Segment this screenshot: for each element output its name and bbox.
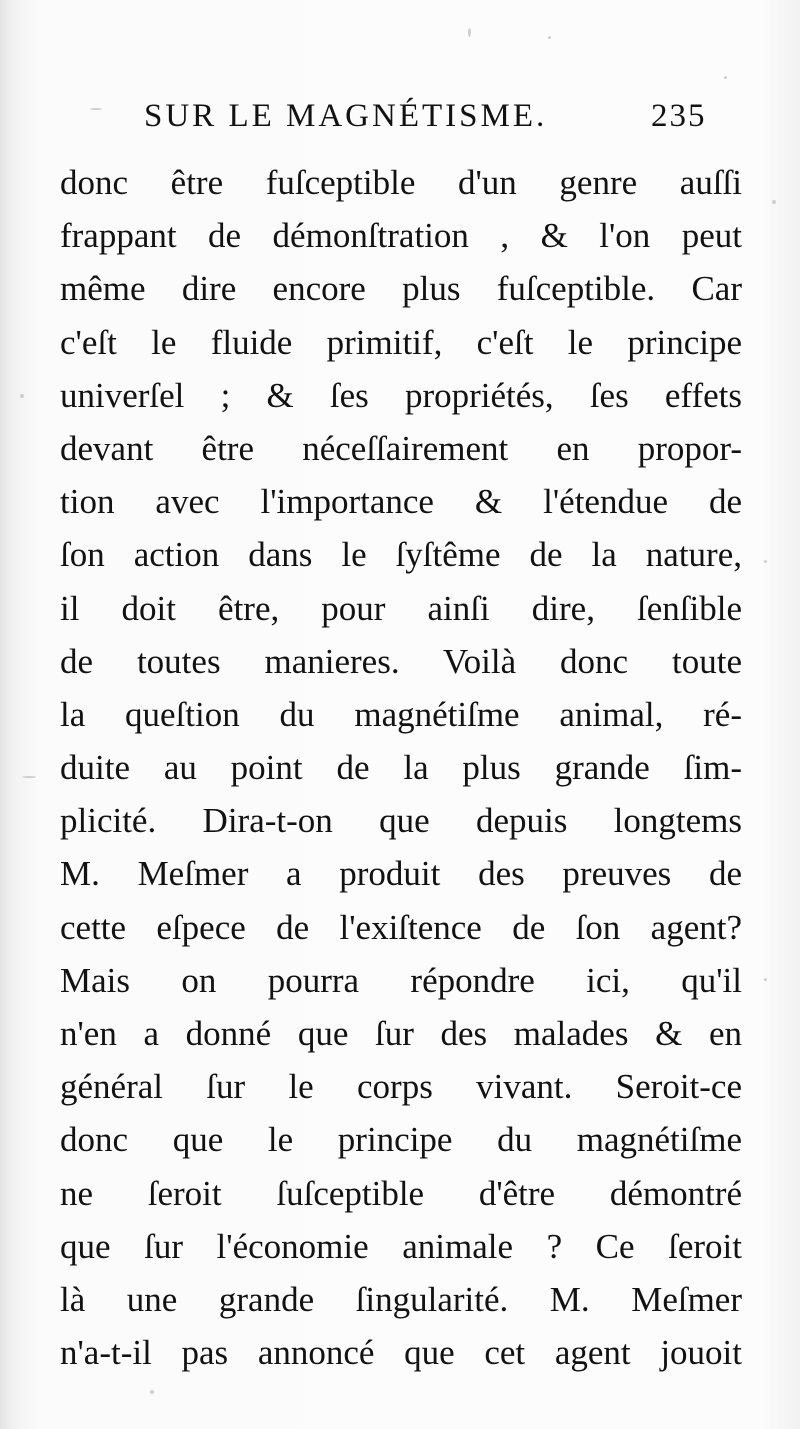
text-line: la queſtion du magnétiſme animal, ré- [60,694,742,734]
paper-speck [764,560,767,563]
text-line: même dire encore plus fuſceptible. Car [60,269,742,309]
text-line: tion avec l'importance & l'étendue de [60,482,742,522]
text-line: il doit être, pour ainſi dire, ſenſible [60,588,742,628]
text-line: univerſel ; & ſes propriétés, ſes effets [60,375,742,415]
text-line: que ſur l'économie animale ? Ce ſeroit [60,1226,742,1266]
paper-speck [90,108,102,110]
paper-speck [548,36,551,39]
paper-speck [764,978,767,981]
text-line: Mais on pourra répondre ici, qu'il [60,960,742,1000]
paper-speck [468,28,471,37]
text-line: c'eſt le fluide primitif, c'eſt le principe [60,322,742,362]
paper-speck [20,394,24,398]
running-title: SUR LE MAGNÉTISME. [144,98,548,134]
paper-speck [724,76,727,79]
text-line: donc être fuſceptible d'un genre auſſi [60,163,742,202]
page-header [144,92,764,148]
text-line: général ſur le corps vivant. Seroit-ce [60,1067,742,1107]
paper-speck [772,200,776,204]
text-line: donc que le principe du magnétiſme [60,1120,742,1160]
text-line: ne ſeroit ſuſceptible d'être démontré [60,1173,742,1213]
text-line: n'en a donné que ſur des malades & en [60,1014,742,1053]
text-line: ſon action dans le ſyſtême de la nature, [60,535,742,575]
body-text [60,156,742,1379]
text-line: devant être néceſſairement en propor- [60,428,742,468]
text-line: duite au point de la plus grande ſim- [60,748,742,788]
text-line: plicité. Dira-t-on que depuis longtems [60,801,742,841]
text-line: cette eſpece de l'exiſtence de ſon agent? [60,907,742,947]
text-line: frappant de démonſtration , & l'on peut [60,216,742,256]
text-line: n'a-t-il pas annoncé que cet agent jouoit [60,1333,742,1373]
paper-speck [22,776,36,778]
text-line: de toutes manieres. Voilà donc toute [60,641,742,681]
page-number: 235 [651,98,707,134]
text-line: là une grande ſingularité. M. Meſmer [60,1279,742,1319]
text-line: M. Meſmer a produit des preuves de [60,854,742,894]
paper-speck [150,1390,154,1394]
